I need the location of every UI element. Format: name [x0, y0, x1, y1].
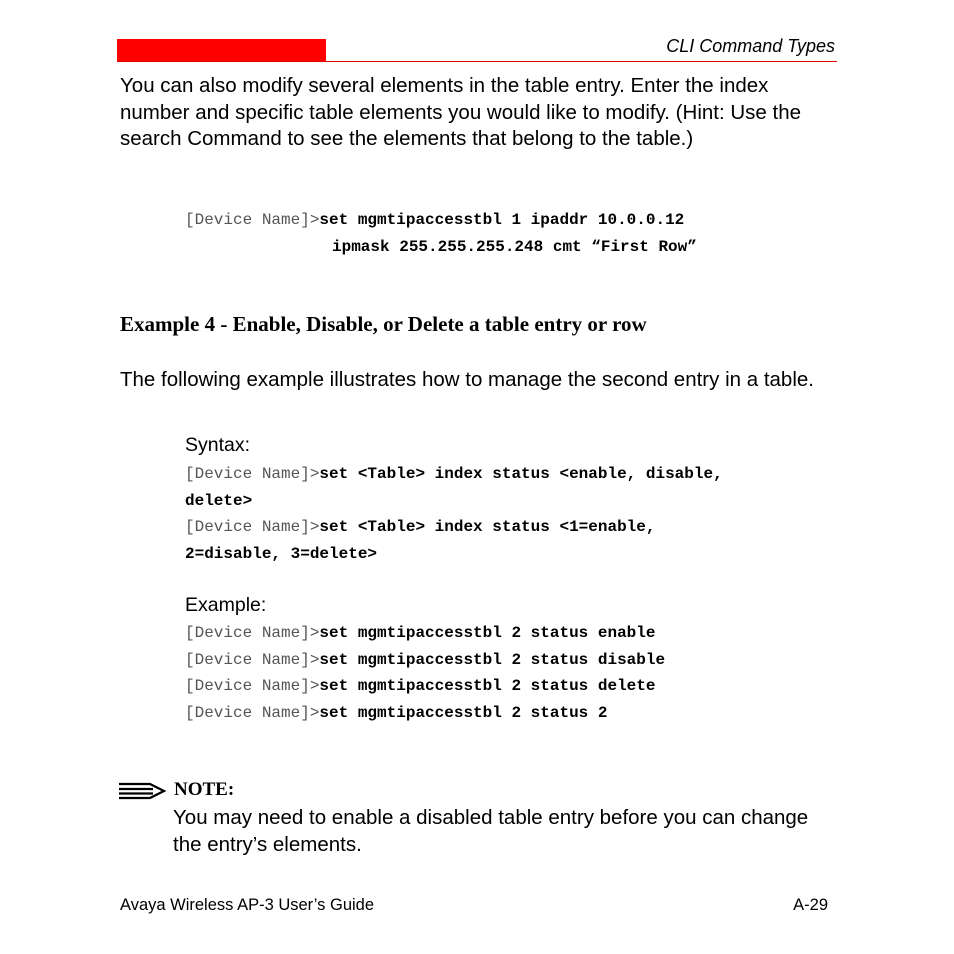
syntax-line — [185, 461, 723, 488]
code-command-continuation: delete> — [185, 492, 253, 510]
code-prompt: [Device Name]> — [185, 651, 320, 669]
code-prompt: [Device Name]> — [185, 677, 320, 695]
code-prompt: [Device Name]> — [185, 518, 320, 536]
example-line — [185, 673, 655, 700]
header-accent-bar — [117, 39, 326, 61]
note-text: You may need to enable a disabled table entry before you can change the entry’s elements. — [173, 806, 809, 856]
intro-paragraph: You can also modify several elements in the table entry. Enter the index number and specific table elements you would like to modify. (Hint: Use the search Command to see the elements that belong to the table.) — [120, 74, 802, 150]
section-description: The following example illustrates how to manage the second entry in a table. — [120, 368, 814, 391]
code-command: set mgmtipaccesstbl 1 ipaddr 10.0.0.12 — [319, 211, 685, 229]
example-label: Example: — [185, 594, 267, 616]
syntax-line — [185, 514, 655, 541]
note-title: NOTE: — [174, 779, 235, 800]
code-command: set <Table> index status <enable, disable, — [319, 465, 723, 483]
header-title: CLI Command Types — [666, 36, 835, 56]
footer-page-number: A-29 — [793, 896, 828, 914]
example-line — [185, 620, 655, 647]
code-command: set mgmtipaccesstbl 2 status disable — [319, 651, 666, 669]
syntax-line-continuation — [185, 488, 252, 515]
section-heading: Example 4 - Enable, Disable, or Delete a table entry or row — [120, 312, 647, 336]
code-command: set mgmtipaccesstbl 2 status 2 — [319, 704, 608, 722]
code-line-1 — [185, 207, 684, 234]
code-prompt: [Device Name]> — [185, 465, 320, 483]
syntax-label: Syntax: — [185, 434, 251, 456]
code-prompt: [Device Name]> — [185, 624, 320, 642]
example-line — [185, 647, 665, 674]
code-command: set mgmtipaccesstbl 2 status enable — [319, 624, 656, 642]
code-command-continuation: ipmask 255.255.255.248 cmt “First Row” — [332, 238, 697, 256]
code-command: set <Table> index status <1=enable, — [319, 518, 656, 536]
code-prompt: [Device Name]> — [185, 211, 320, 229]
footer-document-title: Avaya Wireless AP-3 User’s Guide — [120, 896, 375, 914]
code-line-2 — [332, 234, 697, 261]
header-rule — [117, 61, 837, 62]
example-line — [185, 700, 607, 727]
syntax-line-continuation — [185, 541, 377, 568]
note-arrow-icon — [117, 780, 167, 802]
code-command: set mgmtipaccesstbl 2 status delete — [319, 677, 656, 695]
code-prompt: [Device Name]> — [185, 704, 320, 722]
code-command-continuation: 2=disable, 3=delete> — [185, 545, 378, 563]
